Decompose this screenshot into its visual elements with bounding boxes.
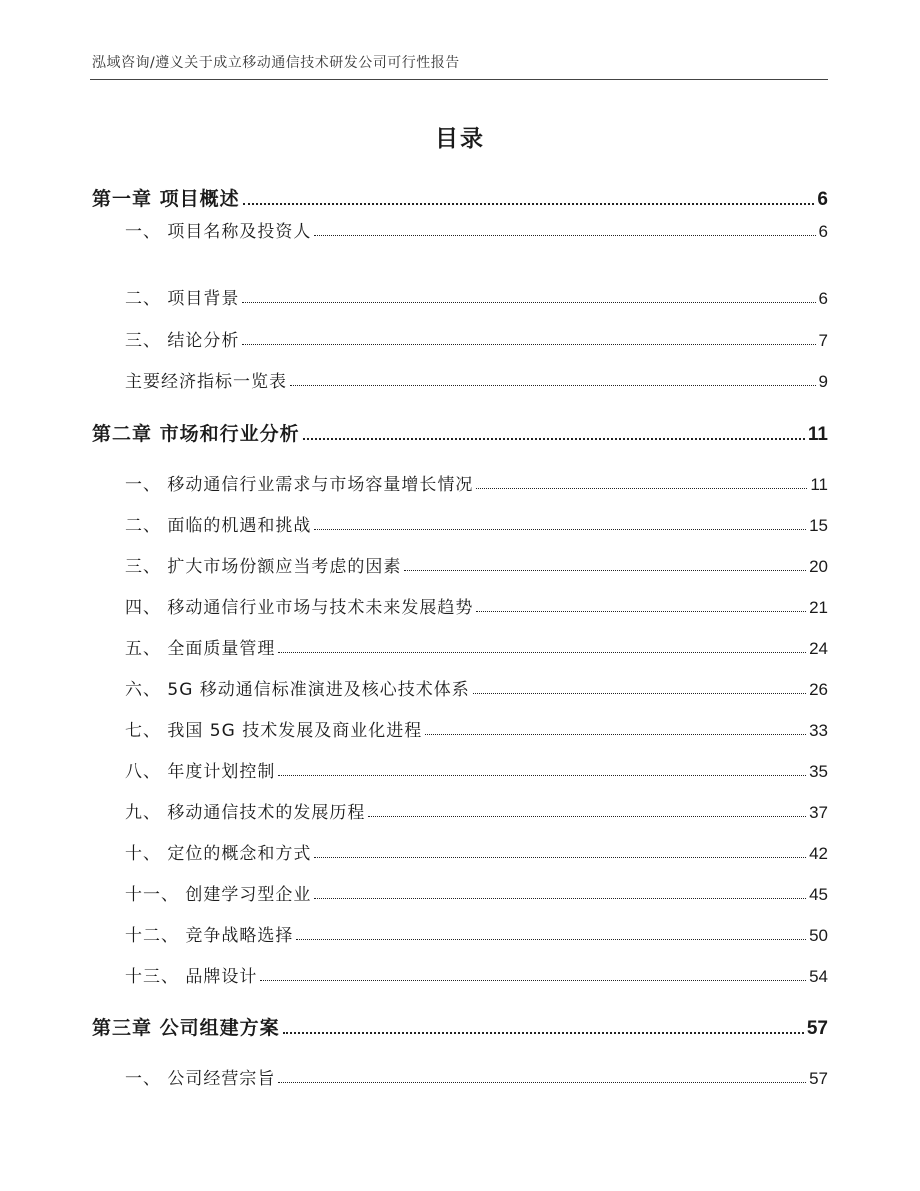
toc-section-entry[interactable]	[125, 881, 828, 905]
toc-section-entry[interactable]	[125, 717, 828, 741]
toc-page-number: 42	[809, 844, 828, 863]
toc-section-entry[interactable]	[125, 840, 828, 864]
toc-page-number: 45	[809, 885, 828, 904]
toc-page-number: 54	[809, 967, 828, 986]
toc-title: 目录	[435, 126, 485, 152]
toc-page-number: 26	[809, 680, 828, 699]
toc-section-entry[interactable]	[125, 963, 828, 987]
toc-page-number: 11	[810, 475, 828, 494]
toc-page-number: 37	[809, 803, 828, 822]
toc-page-number: 15	[809, 516, 828, 535]
toc-dot-leader	[278, 652, 806, 653]
toc-page-number: 6	[818, 222, 828, 241]
toc-entry-label: 九、 移动通信技术的发展历程	[125, 803, 366, 823]
toc-dot-leader	[283, 1032, 804, 1034]
toc-entry-label: 十、 定位的概念和方式	[125, 844, 312, 864]
toc-page-number: 20	[809, 557, 828, 576]
toc-section-entry[interactable]	[125, 471, 828, 495]
toc-chapter-entry[interactable]	[92, 420, 828, 446]
toc-chapter-entry[interactable]	[92, 1014, 828, 1040]
toc-dot-leader	[476, 488, 807, 489]
toc-entry-label: 第二章 市场和行业分析	[92, 423, 300, 445]
toc-dot-leader	[260, 980, 806, 981]
toc-dot-leader	[314, 898, 806, 899]
toc-entry-label: 第一章 项目概述	[92, 188, 240, 210]
toc-dot-leader	[243, 203, 815, 205]
toc-section-entry[interactable]	[125, 922, 828, 946]
toc-page-number: 57	[809, 1069, 828, 1088]
toc-entry-label: 五、 全面质量管理	[125, 639, 276, 659]
toc-section-entry[interactable]	[125, 512, 828, 536]
toc-section-entry[interactable]	[125, 327, 828, 351]
toc-dot-leader	[476, 611, 806, 612]
toc-entry-label: 二、 面临的机遇和挑战	[125, 516, 312, 536]
toc-dot-leader	[404, 570, 806, 571]
toc-page-number: 9	[818, 372, 828, 391]
toc-chapter-entry[interactable]	[92, 185, 828, 211]
toc-entry-label: 主要经济指标一览表	[125, 372, 287, 392]
toc-entry-label: 十一、 创建学习型企业	[125, 885, 312, 905]
toc-page-number: 6	[817, 189, 828, 210]
toc-section-entry[interactable]	[125, 676, 828, 700]
toc-section-entry[interactable]	[125, 553, 828, 577]
toc-dot-leader	[242, 344, 815, 345]
toc-dot-leader	[473, 693, 806, 694]
toc-dot-leader	[314, 235, 815, 236]
toc-section-entry[interactable]	[125, 368, 828, 392]
toc-entry-label: 三、 结论分析	[125, 331, 240, 351]
toc-page-number: 50	[809, 926, 828, 945]
toc-page-number: 6	[818, 289, 828, 308]
toc-section-entry[interactable]	[125, 1065, 828, 1089]
toc-entry-label: 第三章 公司组建方案	[92, 1017, 280, 1039]
toc-dot-leader	[314, 857, 806, 858]
toc-dot-leader	[278, 1082, 806, 1083]
toc-dot-leader	[368, 816, 806, 817]
toc-section-entry[interactable]	[125, 635, 828, 659]
toc-dot-leader	[242, 302, 815, 303]
toc-dot-leader	[314, 529, 806, 530]
toc-page-number: 24	[809, 639, 828, 658]
toc-dot-leader	[425, 734, 806, 735]
toc-page-number: 7	[818, 331, 828, 350]
toc-entry-label: 一、 项目名称及投资人	[125, 222, 312, 242]
toc-dot-leader	[278, 775, 806, 776]
toc-section-entry[interactable]	[125, 594, 828, 618]
running-header: 泓域咨询/遵义关于成立移动通信技术研发公司可行性报告	[92, 55, 460, 71]
toc-dot-leader	[290, 385, 816, 386]
toc-entry-label: 八、 年度计划控制	[125, 762, 276, 782]
toc-page-number: 21	[809, 598, 828, 617]
toc-page-number: 57	[806, 1018, 828, 1039]
toc-section-entry[interactable]	[125, 218, 828, 242]
toc-entry-label: 一、 移动通信行业需求与市场容量增长情况	[125, 475, 474, 495]
toc-entry-label: 十三、 品牌设计	[125, 967, 258, 987]
toc-page-number: 11	[807, 424, 828, 445]
toc-entry-label: 四、 移动通信行业市场与技术未来发展趋势	[125, 598, 474, 618]
toc-section-entry[interactable]	[125, 799, 828, 823]
toc-dot-leader	[296, 939, 806, 940]
toc-entry-label: 六、 5G 移动通信标准演进及核心技术体系	[125, 680, 470, 700]
toc-entry-label: 二、 项目背景	[125, 289, 240, 309]
toc-entry-label: 一、 公司经营宗旨	[125, 1069, 276, 1089]
toc-page-number: 33	[809, 721, 828, 740]
toc-section-entry[interactable]	[125, 285, 828, 309]
toc-section-entry[interactable]	[125, 758, 828, 782]
toc-entry-label: 十二、 竞争战略选择	[125, 926, 294, 946]
toc-page-number: 35	[809, 762, 828, 781]
toc-entry-label: 三、 扩大市场份额应当考虑的因素	[125, 557, 402, 577]
toc-dot-leader	[303, 438, 805, 440]
toc-entry-label: 七、 我国 5G 技术发展及商业化进程	[125, 721, 423, 741]
